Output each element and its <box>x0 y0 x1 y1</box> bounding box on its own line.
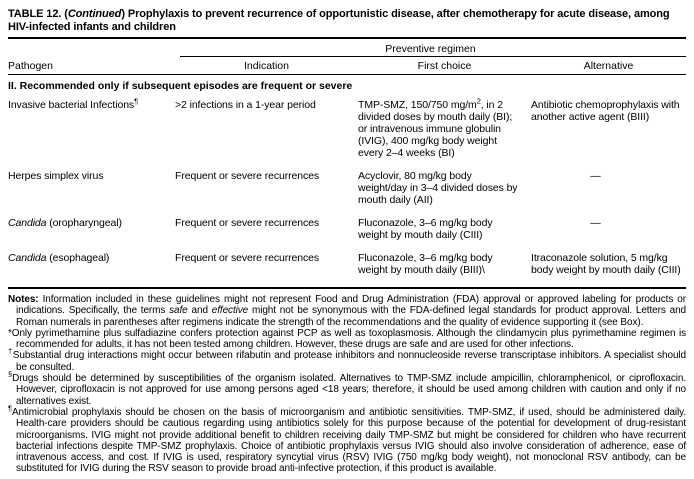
indication-cell: Frequent or severe recurrences <box>175 217 320 229</box>
table-title: TABLE 12. (Continued) Prophylaxis to prevent recurrence of opportunistic disease, after chemotherapy for acute disease, among HIV-infected infants and children <box>8 8 670 33</box>
alternative-cell: — <box>590 170 601 182</box>
alternative-cell: — <box>590 217 601 229</box>
alternative-cell: Antibiotic chemoprophylaxis with another active agent (BIII) <box>531 99 680 123</box>
spanner-row <box>8 43 686 55</box>
footnotes-block <box>8 289 686 475</box>
column-header-indication: Indication <box>244 60 289 72</box>
first-choice-cell: Fluconazole, 3–6 mg/kg body weight by mouth daily (CIII) <box>358 217 493 241</box>
pathogen-cell: Herpes simplex virus <box>8 170 104 182</box>
title-rule <box>8 37 686 39</box>
indication-cell: >2 infections in a 1-year period <box>175 99 316 111</box>
section-heading: II. Recommended only if subsequent episodes are frequent or severe <box>8 80 353 92</box>
first-choice-cell: Fluconazole, 3–6 mg/kg body weight by mouth daily (BIII)\ <box>358 252 493 276</box>
spanner-heading: Preventive regimen <box>385 43 476 55</box>
table-row <box>8 96 686 159</box>
footnote-marker: § <box>8 369 13 379</box>
table-row <box>8 170 686 206</box>
column-header-pathogen: Pathogen <box>8 60 53 72</box>
footnote-text: Only pyrimethamine plus sulfadiazine confers protection against PCP as well as toxoplasmosis. Although the clindamycin plus pyrimethamine regimen is recommended for adults, it has not been tested among children. However, these drugs are safe and are used for other infections. <box>11 327 686 351</box>
footnote-text: Information included in these guidelines might not represent Food and Drug Administration (FDA) approval or approved labeling for products or indications. Specifically, the terms safe and effective might not be synonymous with the FDA-defined legal standards for product approval. Letters and Roman numerals in parentheses after regimens indicate the strength of the recommendations and the quality of evidence supporting it (see Box). <box>16 294 687 328</box>
footnote-text: Drugs should be determined by susceptibilities of the organism isolated. Alternatives to TMP-SMZ include ampicillin, chloramphenicol, or ciprofloxacin. However, ciprofloxacin is not approved for use among persons aged <18 years; therefore, it should be used among children with caution and only if no alternatives exist. <box>12 373 686 407</box>
column-header-first-choice: First choice <box>417 60 472 72</box>
footnote-marker: * <box>8 327 12 339</box>
indication-cell: Frequent or severe recurrences <box>175 252 320 264</box>
pathogen-cell: Candida (oropharyngeal) <box>8 217 122 229</box>
indication-cell: Frequent or severe recurrences <box>175 170 320 182</box>
footnote-marker: ¶ <box>8 403 12 413</box>
footnote <box>8 328 686 351</box>
first-choice-cell: Acyclovir, 80 mg/kg body weight/day in 3–4 divided doses by mouth daily (AII) <box>358 170 518 206</box>
footnote <box>8 347 686 373</box>
footnote-marker: Notes: <box>8 294 39 305</box>
alternative-cell: Itraconazole solution, 5 mg/kg body weight by mouth daily (CIII) <box>531 252 681 276</box>
column-header-row <box>8 60 686 72</box>
footnote <box>8 369 686 407</box>
table-row <box>8 217 686 241</box>
table-row <box>8 252 686 276</box>
pathogen-cell: Invasive bacterial Infections¶ <box>8 96 139 111</box>
footnote <box>8 294 686 328</box>
footnote-text: Substantial drug interactions might occur between rifabutin and protease inhibitors and nonnucleoside reverse transcriptase inhibitors. A specialist should be consulted. <box>12 350 686 373</box>
footnote-marker: † <box>8 347 13 357</box>
footnote <box>8 403 686 475</box>
column-header-alternative: Alternative <box>583 60 634 72</box>
pathogen-cell: Candida (esophageal) <box>8 252 110 264</box>
footnote-text: Antimicrobial prophylaxis should be chosen on the basis of microorganism and antibiotic sensitivities. TMP-SMZ, if used, should be administered daily. Health-care providers should be cautious regarding using antibiotics solely for this purpose because of the potential for development of drug-resistant microorganisms. IVIG might not provide additional benefit to children receiving daily TMP-SMZ but might be considered for children who have recurrent bacterial infections despite TMP-SMZ prophylaxis. Choice of antibiotic prophylaxis versus IVIG should also involve consideration of adherence, ease of intravenous access, and cost. If IVIG is used, respiratory syncytial virus (RSV) IVIG (750 mg/kg body weight), not monoclonal RSV antibody, can be substituted for IVIG during the RSV season to provide broad anti-infective protection, if this product is available. <box>11 406 686 475</box>
first-choice-cell: TMP-SMZ, 150/750 $mg/m^2$, in 2 divided doses by mouth daily (BI); or intravenous immune globulin (IVIG), 400 mg/kg body weight every 2–4 weeks (BI) <box>358 96 513 159</box>
table-body <box>8 96 686 276</box>
spanner-rule <box>180 56 686 57</box>
